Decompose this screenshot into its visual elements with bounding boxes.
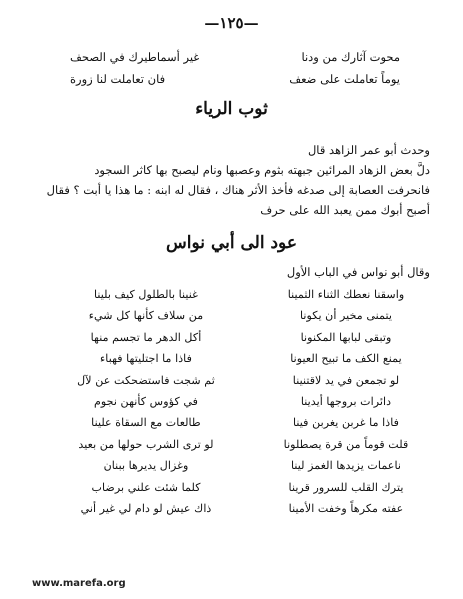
hemistich-right: فان تعاملت لنا زورة bbox=[70, 72, 166, 86]
hemistich-left: يوماً تعاملت على ضعف bbox=[289, 72, 400, 86]
poem bbox=[60, 284, 432, 519]
verse-row bbox=[70, 46, 400, 68]
verse-row bbox=[60, 412, 432, 433]
section-heading: ثوب الرياء bbox=[195, 99, 268, 119]
hemistich-right: غير أسماطيرك في الصحف bbox=[70, 50, 200, 64]
hemistich-right: فاذا ما اجتليتها فهباء bbox=[100, 352, 192, 366]
hemistich-left: يترك القلب للسرور قرينا bbox=[288, 480, 404, 494]
verse-row bbox=[60, 327, 432, 348]
hemistich-right: في كؤوس كأنهن نجوم bbox=[93, 394, 199, 408]
hemistich-left: عفته مكرهاً وخفت الأمينا bbox=[288, 501, 404, 515]
hemistich-left: وتبقى لبابها المكنونا bbox=[300, 330, 392, 344]
verse-row bbox=[60, 498, 432, 519]
paragraph-line: وقال أبو نواس في الباب الأول bbox=[286, 265, 430, 279]
paragraph-line: أصبح أبوك ممن يعبد الله على حرف bbox=[260, 203, 430, 217]
section-heading: عود الى أبي نواس bbox=[166, 233, 297, 253]
hemistich-right: ثم شجت فاستضحكت عن لآل bbox=[77, 373, 215, 387]
hemistich-left: فاذا ما غربن يغربن فينا bbox=[293, 416, 399, 430]
page-number: —١٢٥— bbox=[204, 14, 259, 32]
verse-row bbox=[70, 68, 400, 90]
hemistich-right: كلما شئت علني برضاب bbox=[91, 480, 201, 494]
hemistich-left: لو تجمعن في يد لاقتنينا bbox=[292, 373, 400, 387]
hemistich-left: دائرات بروجها أيدينا bbox=[300, 394, 392, 408]
hemistich-right: غنينا بالطلول كيف بلينا bbox=[93, 288, 199, 301]
verse-row bbox=[60, 370, 432, 391]
verse-row bbox=[60, 348, 432, 369]
verse-row bbox=[60, 284, 432, 305]
hemistich-left: قلت قوماً من قرة يصطلونا bbox=[283, 437, 409, 451]
paragraph-line: فانحرفت العصابة إلى صدغه فأخذ الأثر هناك ، فقال له ابنه : ما هذا يا أبت ؟ فقال bbox=[46, 183, 430, 197]
section-intro bbox=[60, 262, 430, 282]
hemistich-left: ناعمات يزيدها الغمز لينا bbox=[291, 459, 401, 473]
hemistich-right: ذاك عيش لو دام لي غير أني bbox=[80, 501, 212, 515]
hemistich-left: يتمنى مخير أن يكونا bbox=[299, 309, 392, 323]
hemistich-right: لو ترى الشرب حولها من بعيد bbox=[78, 437, 214, 451]
hemistich-right: طالعات مع السقاة علينا bbox=[91, 416, 201, 430]
hemistich-right: من سلاف كأنها كل شيء bbox=[88, 309, 204, 323]
hemistich-right: أكل الدهر ما تجسم منها bbox=[90, 330, 202, 344]
hemistich-left: محوت آثارك من ودنا bbox=[301, 50, 400, 64]
verse-row bbox=[60, 434, 432, 455]
verse-row bbox=[60, 477, 432, 498]
section-body bbox=[46, 140, 430, 220]
opening-verses bbox=[70, 46, 400, 90]
paragraph-line: دلَّ بعض الزهاد المرائين جبهته بثوم وعصبها ونام ليصبح بها كاثر السجود bbox=[94, 163, 430, 177]
paragraph-line: وحدث أبو عمر الزاهد قال bbox=[307, 143, 430, 157]
verse-row bbox=[60, 305, 432, 326]
verse-row bbox=[60, 455, 432, 476]
hemistich-left: واسقنا نعطك الثناء الثمينا bbox=[287, 288, 405, 301]
verse-row bbox=[60, 391, 432, 412]
hemistich-right: وغزال يديرها ببنان bbox=[103, 459, 189, 473]
hemistich-left: يمنع الكف ما تبيح العيونا bbox=[290, 352, 402, 366]
footer-url: www.marefa.org bbox=[32, 578, 126, 589]
